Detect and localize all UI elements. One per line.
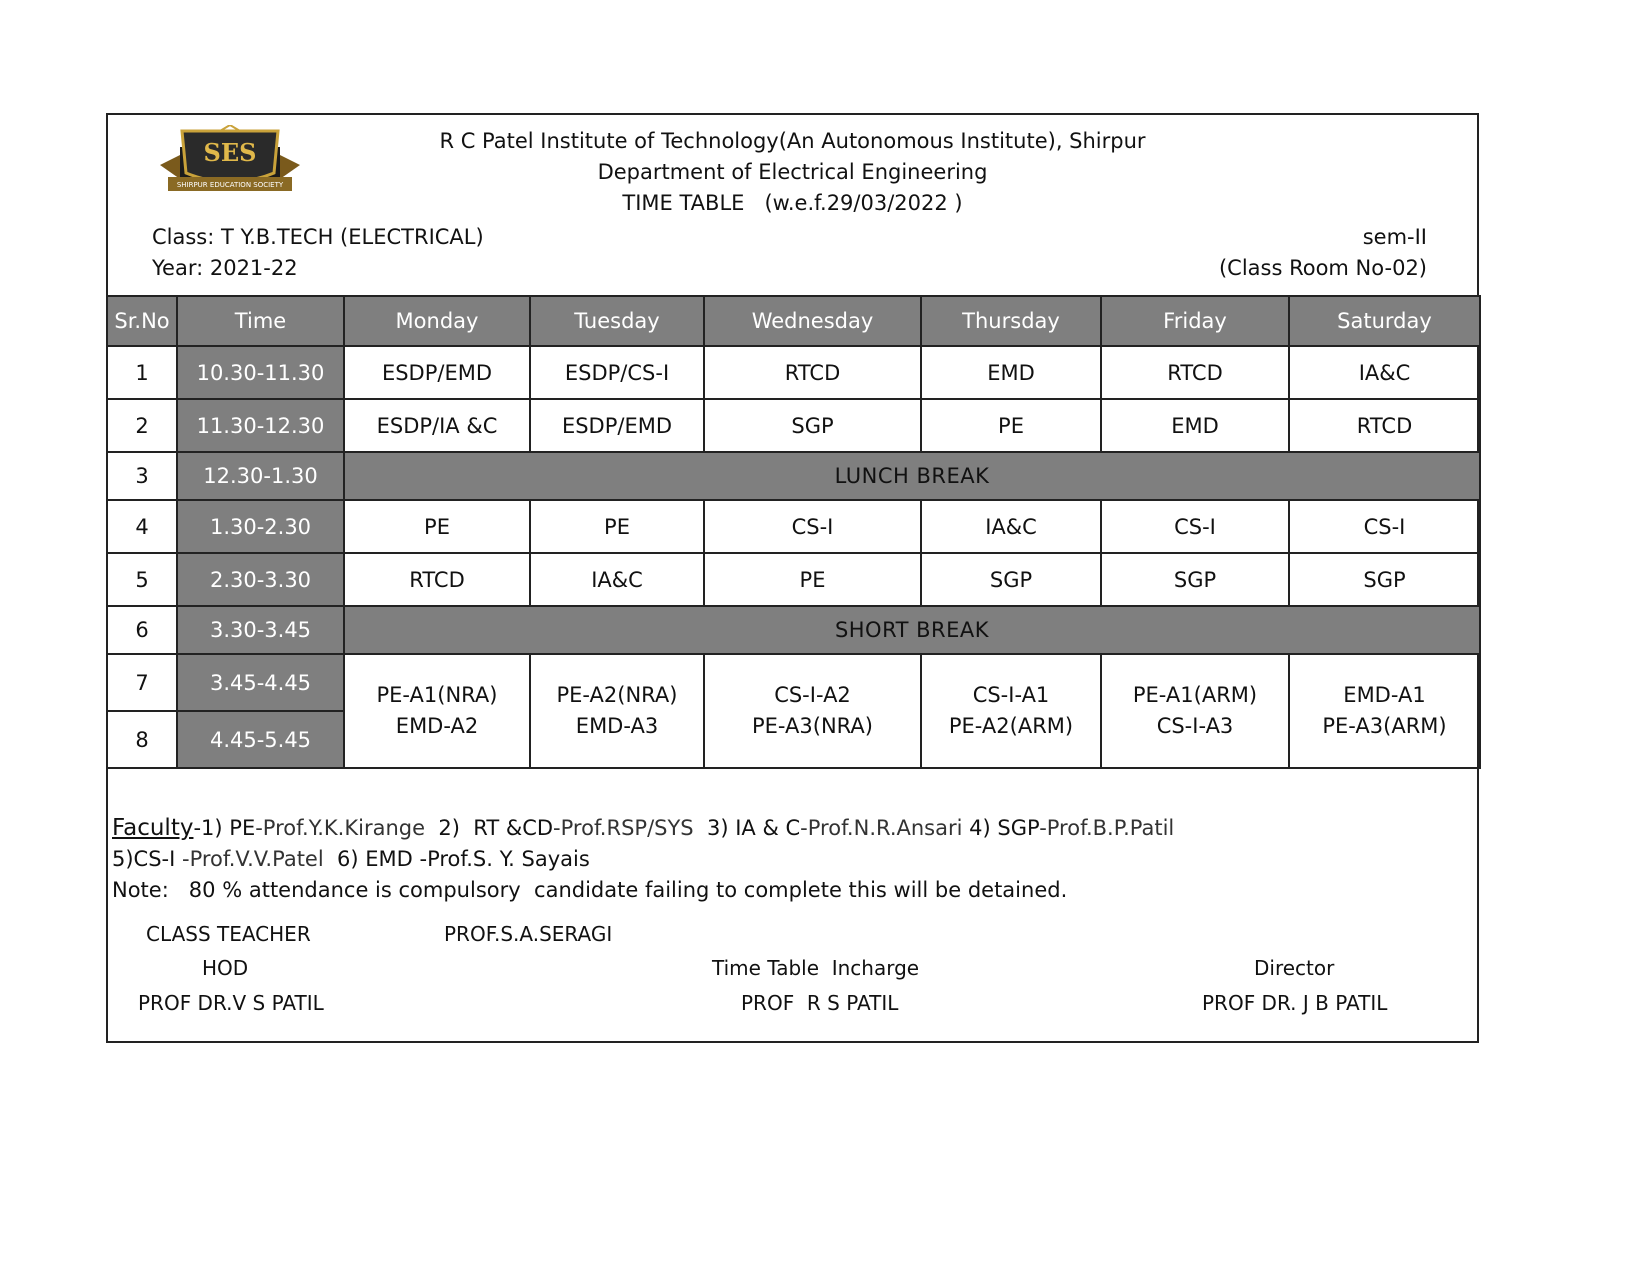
timetable-frame: [106, 113, 1479, 1043]
lab-line: CS-I-A2: [774, 683, 851, 707]
sr-no: 5: [107, 553, 177, 606]
header-srno: Sr.No: [107, 296, 177, 346]
faculty-name: -Prof.Y.K.Kirange: [255, 816, 426, 840]
hod-label: HOD: [202, 956, 249, 980]
faculty-code: -1) PE: [193, 816, 256, 840]
logo-text: SES: [203, 138, 257, 167]
cell: SGP: [1289, 553, 1480, 606]
faculty-line-1: [112, 815, 1174, 841]
cell: ESDP/CS-I: [530, 346, 704, 399]
faculty-code: 3) IA & C: [693, 816, 801, 840]
cell: ESDP/EMD: [530, 399, 704, 452]
sr-no: 4: [107, 500, 177, 553]
cell: PE: [530, 500, 704, 553]
page-title: TIME TABLE (w.e.f.29/03/2022 ): [622, 191, 963, 215]
table-row: [107, 553, 1480, 606]
lab-cell-tuesday: [530, 654, 704, 768]
cell: SGP: [921, 553, 1101, 606]
year-label: Year: 2021-22: [152, 256, 298, 280]
lab-line: PE-A2(ARM): [948, 714, 1074, 738]
cell: ESDP/EMD: [344, 346, 530, 399]
class-teacher-name: PROF.S.A.SERAGI: [444, 922, 613, 946]
department-name: Department of Electrical Engineering: [597, 160, 988, 184]
header-wednesday: Wednesday: [704, 296, 921, 346]
faculty-name: -Prof.RSP/SYS: [553, 816, 694, 840]
cell: CS-I: [704, 500, 921, 553]
cell: PE: [921, 399, 1101, 452]
faculty-name: -Prof.B.P.Patil: [1039, 816, 1175, 840]
lab-cell-monday: [344, 654, 530, 768]
header-thursday: Thursday: [921, 296, 1101, 346]
lab-line: EMD-A2: [395, 714, 479, 738]
time-slot: 3.30-3.45: [177, 606, 344, 654]
cell: ESDP/IA &C: [344, 399, 530, 452]
time-slot: 4.45-5.45: [177, 711, 344, 768]
lab-line: EMD-A3: [575, 714, 659, 738]
faculty-code: 2) RT &CD: [425, 816, 554, 840]
short-break: SHORT BREAK: [344, 606, 1480, 654]
cell: IA&C: [530, 553, 704, 606]
director-label: Director: [1254, 956, 1335, 980]
cell: RTCD: [704, 346, 921, 399]
cell: IA&C: [921, 500, 1101, 553]
institute-name: R C Patel Institute of Technology(An Autonomous Institute), Shirpur: [439, 129, 1146, 153]
header-saturday: Saturday: [1289, 296, 1480, 346]
lab-cell-friday: [1101, 654, 1289, 768]
class-teacher-label: CLASS TEACHER: [146, 922, 311, 946]
header: [108, 115, 1477, 295]
table-header-row: [107, 296, 1480, 346]
faculty-code: 5)CS-I: [112, 847, 176, 871]
incharge-label: Time Table Incharge: [712, 956, 920, 980]
sr-no: 8: [107, 711, 177, 768]
faculty-heading: Faculty: [112, 815, 194, 841]
lab-cell-saturday: [1289, 654, 1480, 768]
incharge-name: PROF R S PATIL: [741, 991, 899, 1015]
header-monday: Monday: [344, 296, 530, 346]
attendance-note: Note: 80 % attendance is compulsory candidate failing to complete this will be detained.: [112, 878, 1068, 902]
cell: EMD: [1101, 399, 1289, 452]
sr-no: 7: [107, 654, 177, 711]
header-time: Time: [177, 296, 344, 346]
cell: SGP: [704, 399, 921, 452]
cell: EMD: [921, 346, 1101, 399]
lab-line: PE-A1(ARM): [1132, 683, 1258, 707]
cell: CS-I: [1101, 500, 1289, 553]
cell: RTCD: [1289, 399, 1480, 452]
header-tuesday: Tuesday: [530, 296, 704, 346]
faculty-line-2: [112, 847, 590, 871]
lunch-break: LUNCH BREAK: [344, 452, 1480, 500]
cell: IA&C: [1289, 346, 1480, 399]
cell: RTCD: [1101, 346, 1289, 399]
table-row: [107, 500, 1480, 553]
sr-no: 2: [107, 399, 177, 452]
cell: RTCD: [344, 553, 530, 606]
class-label: Class: T Y.B.TECH (ELECTRICAL): [152, 225, 484, 249]
sr-no: 6: [107, 606, 177, 654]
time-slot: 2.30-3.30: [177, 553, 344, 606]
cell: PE: [704, 553, 921, 606]
timetable: [106, 295, 1481, 769]
faculty-name: -Prof.N.R.Ansari: [800, 816, 963, 840]
lab-line: PE-A3(NRA): [752, 714, 873, 738]
faculty-code: 6) EMD -Prof.S. Y. Sayais: [323, 847, 590, 871]
hod-name: PROF DR.V S PATIL: [138, 991, 324, 1015]
time-slot: 11.30-12.30: [177, 399, 344, 452]
time-slot: 12.30-1.30: [177, 452, 344, 500]
sr-no: 3: [107, 452, 177, 500]
lab-line: EMD-A1: [1343, 683, 1426, 707]
lab-cell-wednesday: [704, 654, 921, 768]
class-info: [152, 222, 484, 284]
table-row-break: [107, 452, 1480, 500]
time-slot: 10.30-11.30: [177, 346, 344, 399]
cell: PE: [344, 500, 530, 553]
time-slot: 3.45-4.45: [177, 654, 344, 711]
lab-line: CS-I-A1: [972, 683, 1050, 707]
faculty-name: -Prof.V.V.Patel: [175, 847, 324, 871]
room-info: [1219, 222, 1427, 284]
lab-line: PE-A1(NRA): [376, 683, 498, 707]
lab-cell-thursday: [921, 654, 1101, 768]
logo-ring-text: SHIRPUR EDUCATION SOCIETY: [176, 181, 284, 189]
lab-line: CS-I-A3: [1156, 714, 1234, 738]
lab-line: PE-A2(NRA): [556, 683, 678, 707]
table-row: [107, 654, 1480, 711]
director-name: PROF DR. J B PATIL: [1202, 991, 1388, 1015]
faculty-code: 4) SGP: [962, 816, 1040, 840]
time-slot: 1.30-2.30: [177, 500, 344, 553]
table-row-break: [107, 606, 1480, 654]
header-friday: Friday: [1101, 296, 1289, 346]
room-label: (Class Room No-02): [1218, 256, 1427, 280]
table-row: [107, 399, 1480, 452]
cell: SGP: [1101, 553, 1289, 606]
cell: CS-I: [1289, 500, 1480, 553]
table-row: [107, 346, 1480, 399]
sem-label: sem-II: [1362, 225, 1427, 249]
sr-no: 1: [107, 346, 177, 399]
lab-line: PE-A3(ARM): [1322, 714, 1447, 738]
